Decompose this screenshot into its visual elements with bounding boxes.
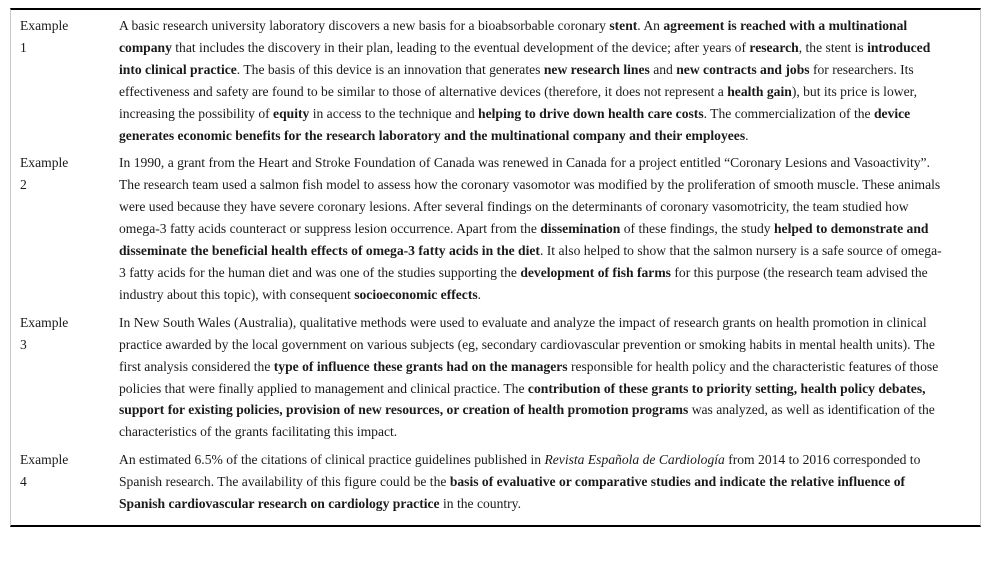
text-segment: In New South Wales (Australia), qualitative methods were used to evaluate and analyze the impact of research grants on health promotion in clinical practice awarded by the local government on various subjects (eg, secondary cardiovascular prevention or smoking habits in mental health units). The first analysis considered the	[119, 314, 935, 374]
text-segment: new contracts and jobs	[676, 61, 810, 77]
text-segment: in access to the technique and	[309, 105, 479, 121]
example-row	[11, 152, 980, 305]
text-segment: was analyzed, as well as identification of the characteristics of the grants facilitating this impact.	[119, 402, 935, 440]
text-segment: Revista Española de Cardiología	[544, 452, 725, 468]
example-text	[119, 15, 980, 146]
text-segment: in the country.	[439, 496, 521, 512]
text-segment: from 2014 to 2016 corresponded to Spanish research. The availability of this figure could be the	[119, 452, 921, 490]
example-label	[11, 152, 119, 196]
text-segment: dissemination	[540, 221, 621, 237]
example-label-line: Example	[20, 18, 69, 33]
examples-table	[10, 8, 981, 527]
example-text	[119, 152, 980, 305]
example-label-line: 2	[20, 177, 27, 193]
text-segment: stent	[609, 18, 638, 33]
text-segment: agreement is reached with a multinational company	[119, 18, 908, 55]
text-segment: helped to demonstrate and disseminate the beneficial health effects of omega-3 fatty acids in the diet	[119, 221, 929, 259]
example-row	[11, 15, 980, 146]
example-label	[11, 449, 119, 493]
text-segment: . The commercialization of the	[703, 105, 874, 121]
text-segment: .	[745, 127, 749, 143]
text-segment: basis of evaluative or comparative studies and indicate the relative influence of Spanish cardiovascular research on cardiology practice	[119, 474, 906, 512]
text-segment: new research lines	[543, 61, 650, 77]
text-segment: , the stent is	[798, 39, 868, 55]
text-segment: development of fish farms	[520, 264, 671, 280]
text-segment: . An	[637, 18, 664, 33]
example-text	[119, 449, 980, 515]
text-segment: socioeconomic effects	[354, 286, 478, 302]
example-row	[11, 449, 980, 515]
example-label-line: Example	[20, 155, 69, 171]
text-segment: health gain	[727, 83, 792, 99]
text-segment: research	[749, 39, 799, 55]
text-segment: responsible for health policy and the characteristic features of those policies that were finally applied to management and clinical practice. The	[119, 358, 939, 396]
example-label-line: 3	[20, 336, 27, 352]
text-segment: . The basis of this device is an innovation that generates	[236, 61, 544, 77]
text-segment: type of influence these grants had on the managers	[273, 358, 568, 374]
text-segment: . It also helped to show that the salmon nursery is a safe source of omega-3 fatty acids for the human diet and was one of the studies supporting the	[119, 243, 942, 280]
example-text	[119, 312, 980, 443]
example-label	[11, 312, 119, 356]
example-label-line: 1	[20, 39, 27, 55]
example-label-line: Example	[20, 314, 69, 330]
text-segment: contribution of these grants to priority setting, health policy debates, support for existing policies, provision of new resources, or creation of health promotion programs	[119, 380, 926, 418]
text-segment: for this purpose (the research team advised the industry about this topic), with consequent	[119, 264, 928, 302]
text-segment: ), but its price is lower, increasing the possibility of	[119, 83, 917, 121]
text-segment: helping to drive down health care costs	[478, 105, 704, 121]
example-label	[11, 15, 119, 59]
text-segment: device generates economic benefits for the research laboratory and the multinational company and their employees	[119, 105, 911, 143]
text-segment: .	[477, 286, 482, 302]
text-segment: that includes the discovery in their plan, leading to the eventual development of the device; after years of	[171, 39, 750, 55]
text-segment: and	[649, 61, 677, 77]
text-segment: for researchers. Its effectiveness and safety are found to be similar to those of alternative devices (therefore, it does not represent a	[119, 61, 914, 99]
text-segment: of these findings, the study	[620, 221, 774, 237]
example-row	[11, 312, 980, 443]
text-segment: introduced into clinical practice	[119, 39, 931, 77]
text-segment: An estimated 6.5% of the citations of clinical practice guidelines published in	[119, 452, 545, 468]
example-label-line: 4	[20, 474, 27, 490]
example-label-line: Example	[20, 452, 69, 468]
text-segment: A basic research university laboratory discovers a new basis for a bioabsorbable coronary	[119, 18, 610, 33]
text-segment: In 1990, a grant from the Heart and Stroke Foundation of Canada was renewed in Canada for a project entitled “Coronary Lesions and Vasoactivity”. The research team used a salmon fish model to assess how the coronary vasomotor was modified by the proliferation of smooth muscle. These animals were used because they have severe coronary lesions. After several findings on the determinants of coronary vasomotricity, the team studied how omega-3 fatty acids counteract or suppress lesion occurrence. Apart from the	[119, 155, 941, 237]
text-segment: equity	[273, 105, 310, 121]
